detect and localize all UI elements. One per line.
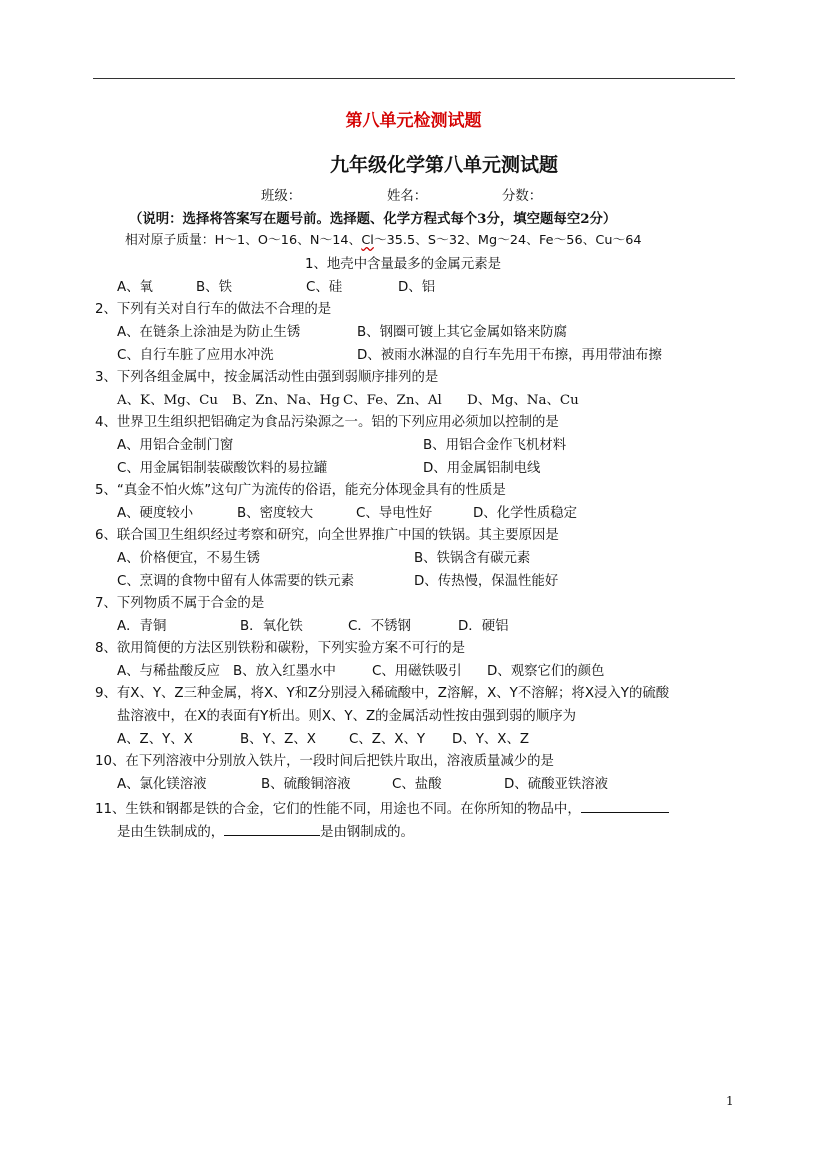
question-11-stem-line-2 [117, 822, 414, 842]
question-3-option-b: B、Zn、Na、Hg [232, 393, 340, 408]
question-11-answer-blank-1[interactable] [581, 799, 669, 813]
question-9-option-d: D、Y、X、Z [452, 732, 530, 747]
question-8-option-c: C、用磁铁吸引 [372, 664, 462, 679]
atomic-mass-cl: Cl [361, 233, 374, 248]
question-3-option-a: A、K、Mg、Cu [117, 393, 218, 408]
question-6-option-a: A、价格便宜，不易生锈 [117, 551, 261, 566]
question-1-option-c: C、硅 [306, 280, 343, 295]
question-6-stem: 6、联合国卫生组织经过考察和研究，向全世界推广中国的铁锅。其主要原因是 [95, 528, 559, 543]
name-label: 姓名： [387, 189, 428, 204]
header-rule [93, 78, 735, 79]
atomic-mass-line [125, 232, 642, 250]
question-5-option-b: B、密度较大 [237, 506, 314, 521]
question-7-option-d: D．硬铝 [458, 619, 509, 634]
page-title: 九年级化学第八单元测试题 [330, 154, 559, 176]
question-3-stem: 3、下列各组金属中，按金属活动性由强到弱顺序排列的是 [95, 370, 439, 385]
question-1-option-b: B、铁 [196, 280, 232, 295]
question-11-cast-iron-text: 是由生铁制成的， [117, 825, 225, 840]
question-9-stem-line-1: 9、有X、Y、Z三种金属，将X、Y和Z分别浸入稀硫酸中，Z溶解，X、Y不溶解；将X浸入Y的硫酸 [95, 686, 670, 701]
question-10-option-d: D、硫酸亚铁溶液 [504, 777, 609, 792]
question-7-option-b: B．氧化铁 [240, 619, 303, 634]
unit-title: 第八单元检测试题 [345, 111, 482, 131]
question-2-option-a: A、在链条上涂油是为防止生锈 [117, 325, 301, 340]
atomic-mass-prefix: 相对原子质量：H～1、O～16、N～14、 [125, 233, 362, 248]
question-10-option-c: C、盐酸 [392, 777, 442, 792]
question-4-option-a: A、用铝合金制门窗 [117, 438, 234, 453]
question-2-option-d: D、被雨水淋湿的自行车先用干布擦，再用带油布擦 [357, 348, 662, 363]
question-9-stem-line-2: 盐溶液中，在X的表面有Y析出。则X、Y、Z的金属活动性按由强到弱的顺序为 [117, 709, 576, 724]
question-2-stem: 2、下列有关对自行车的做法不合理的是 [95, 302, 332, 317]
question-1-stem: 1、地壳中含量最多的金属元素是 [305, 257, 501, 272]
question-2-option-c: C、自行车脏了应用水冲洗 [117, 348, 274, 363]
question-3-option-d: D、Mg、Na、Cu [467, 393, 579, 408]
question-6-option-d: D、传热慢，保温性能好 [414, 574, 559, 589]
question-5-option-c: C、导电性好 [356, 506, 433, 521]
question-1-option-a: A、氧 [117, 280, 153, 295]
question-3-option-c: C、Fe、Zn、Al [343, 393, 442, 408]
question-4-option-d: D、用金属铝制电线 [423, 461, 541, 476]
atomic-mass-suffix: ～35.5、S～32、Mg～24、Fe～56、Cu～64 [373, 233, 642, 248]
question-5-option-a: A、硬度较小 [117, 506, 194, 521]
question-4-stem: 4、世界卫生组织把铝确定为食品污染源之一。铝的下列应用必须加以控制的是 [95, 415, 559, 430]
question-11-stem-text: 11、生铁和钢都是铁的合金，它们的性能不同，用途也不同。在你所知的物品中， [95, 802, 581, 817]
question-5-option-d: D、化学性质稳定 [473, 506, 578, 521]
question-4-option-b: B、用铝合金作飞机材料 [423, 438, 567, 453]
question-9-option-b: B、Y、Z、X [240, 732, 316, 747]
class-label: 班级： [261, 189, 302, 204]
question-4-option-c: C、用金属铝制装碳酸饮料的易拉罐 [117, 461, 328, 476]
question-5-stem: 5、“真金不怕火炼”这句广为流传的俗语，能充分体现金具有的性质是 [95, 483, 506, 498]
question-7-option-a: A．青铜 [117, 619, 167, 634]
question-9-option-c: C、Z、X、Y [349, 732, 426, 747]
question-8-stem: 8、欲用简便的方法区别铁粉和碳粉，下列实验方案不可行的是 [95, 641, 466, 656]
question-10-option-b: B、硫酸铜溶液 [261, 777, 351, 792]
question-2-option-b: B、钢圈可镀上其它金属如铬来防腐 [357, 325, 568, 340]
question-7-stem: 7、下列物质不属于合金的是 [95, 596, 265, 611]
question-9-option-a: A、Z、Y、X [117, 732, 193, 747]
question-11-answer-blank-2[interactable] [224, 822, 320, 836]
page-number: 1 [726, 1094, 734, 1108]
question-10-stem: 10、在下列溶液中分别放入铁片，一段时间后把铁片取出，溶液质量减少的是 [95, 754, 554, 769]
question-1-option-d: D、铝 [398, 280, 436, 295]
question-8-option-a: A、与稀盐酸反应 [117, 664, 220, 679]
question-8-option-b: B、放入红墨水中 [233, 664, 336, 679]
question-8-option-d: D、观察它们的颜色 [487, 664, 605, 679]
question-11-stem-line-1 [95, 799, 669, 819]
question-11-steel-text: 是由钢制成的。 [320, 825, 414, 840]
question-6-option-c: C、烹调的食物中留有人体需要的铁元素 [117, 574, 354, 589]
instructions-note: （说明：选择将答案写在题号前。选择题、化学方程式每个3分，填空题每空2分） [129, 211, 617, 227]
question-10-option-a: A、氯化镁溶液 [117, 777, 207, 792]
question-7-option-c: C．不锈钢 [348, 619, 411, 634]
score-label: 分数： [502, 189, 543, 204]
question-6-option-b: B、铁锅含有碳元素 [414, 551, 531, 566]
